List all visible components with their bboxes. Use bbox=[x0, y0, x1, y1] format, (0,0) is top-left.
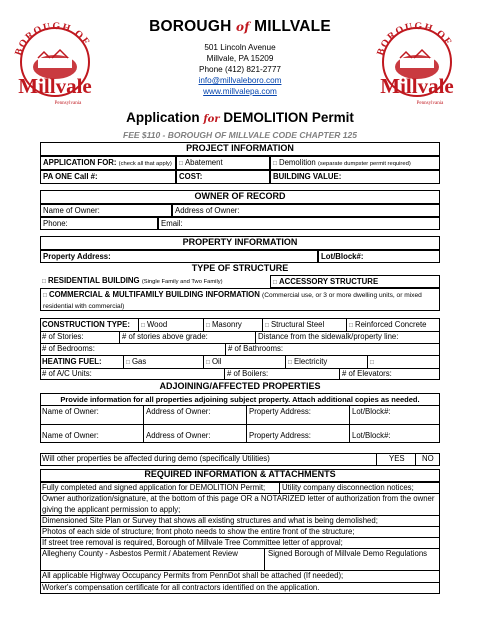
city-line: Millvale, PA 15209 bbox=[206, 54, 274, 63]
phone-line: Phone (412) 821-2777 bbox=[199, 65, 281, 74]
checkbox-icon[interactable]: □ bbox=[288, 359, 292, 366]
checkbox-icon[interactable]: □ bbox=[126, 359, 130, 366]
cost-field[interactable]: COST: bbox=[176, 170, 270, 184]
checkbox-icon[interactable]: □ bbox=[43, 292, 47, 299]
svg-text:Millvale: Millvale bbox=[380, 74, 454, 98]
wood-option[interactable]: □ Wood bbox=[141, 320, 168, 329]
heating-fuel-label: HEATING FUEL: bbox=[42, 357, 102, 366]
required-highway-permits: All applicable Highway Occupancy Permits from PennDot shall be attached (If needed); bbox=[42, 571, 344, 580]
elevators-field[interactable]: # of Elevators: bbox=[342, 369, 392, 378]
borough-title: BOROUGH of MILLVALE bbox=[149, 18, 331, 35]
utilities-question: Will other properties be affected during demo (specifically Utilities) bbox=[42, 454, 270, 463]
ac-units-field[interactable]: # of A/C Units: bbox=[42, 369, 92, 378]
svg-text:Millvale: Millvale bbox=[18, 74, 92, 98]
oil-option[interactable]: □ Oil bbox=[206, 357, 222, 366]
property-title: PROPERTY INFORMATION bbox=[182, 237, 298, 247]
checkbox-icon[interactable]: □ bbox=[206, 322, 210, 329]
distance-field[interactable]: Distance from the sidewalk/property line: bbox=[258, 332, 399, 341]
adjoining-property-address-2[interactable]: Property Address: bbox=[249, 431, 311, 440]
reinforced-concrete-option[interactable]: □ Reinforced Concrete bbox=[349, 320, 427, 329]
checkbox-icon[interactable]: □ bbox=[370, 359, 374, 366]
property-lot-field[interactable]: Lot/Block#: bbox=[318, 250, 440, 263]
application-title: Application for DEMOLITION Permit bbox=[126, 110, 354, 125]
required-tree-letter: If street tree removal is required, Borough of Millvale Tree Committee letter of approval; bbox=[42, 538, 343, 547]
required-signed-regulations: Signed Borough of Millvale Demo Regulations bbox=[268, 549, 428, 558]
svg-text:Pennsylvania: Pennsylvania bbox=[416, 101, 444, 106]
pa-one-call-field[interactable]: PA ONE Call #: bbox=[40, 170, 176, 184]
svg-text:Pennsylvania: Pennsylvania bbox=[54, 101, 82, 106]
owner-email-field[interactable]: Email: bbox=[158, 217, 440, 230]
adjoining-lot-2[interactable]: Lot/Block#: bbox=[352, 431, 391, 440]
adjoining-property-address-1[interactable]: Property Address: bbox=[249, 407, 311, 416]
structural-steel-option[interactable]: □ Structural Steel bbox=[265, 320, 325, 329]
abatement-option[interactable]: □ Abatement bbox=[176, 156, 270, 170]
commercial-option[interactable]: □ COMMERCIAL & MULTIFAMILY BUILDING INFORMATION (Commercial use, or 3 or more dwelling units, or mixed residential with commercial) bbox=[40, 288, 440, 311]
owner-title: OWNER OF RECORD bbox=[194, 191, 286, 201]
gas-option[interactable]: □ Gas bbox=[126, 357, 147, 366]
adjoining-owner-name-2[interactable]: Name of Owner: bbox=[42, 431, 99, 440]
utilities-yes-option[interactable]: YES bbox=[389, 454, 405, 463]
checkbox-icon[interactable]: □ bbox=[265, 322, 269, 329]
bathrooms-field[interactable]: # of Bathrooms: bbox=[228, 344, 284, 353]
electricity-option[interactable]: □ Electricity bbox=[288, 357, 328, 366]
adjoining-title: ADJOINING/AFFECTED PROPERTIES bbox=[159, 381, 321, 391]
utilities-no-option[interactable]: NO bbox=[422, 454, 434, 463]
property-address-field[interactable]: Property Address: bbox=[40, 250, 318, 263]
adjoining-instruction: Provide information for all properties adjoining subject property. Attach additional copies as needed. bbox=[60, 395, 420, 404]
checkbox-icon[interactable]: □ bbox=[349, 322, 353, 329]
masonry-option[interactable]: □ Masonry bbox=[206, 320, 242, 329]
building-value-field[interactable]: BUILDING VALUE: bbox=[270, 170, 440, 184]
checkbox-icon[interactable]: □ bbox=[206, 359, 210, 366]
adjoining-owner-address-1[interactable]: Address of Owner: bbox=[146, 407, 211, 416]
required-authorization: Owner authorization/signature, at the bottom of this page OR a NOTARIZED letter of authorization from the owner giving the applicant permission to apply; bbox=[42, 494, 435, 514]
owner-name-field[interactable]: Name of Owner: bbox=[40, 204, 172, 217]
stories-field[interactable]: # of Stories: bbox=[42, 332, 84, 341]
adjoining-owner-address-2[interactable]: Address of Owner: bbox=[146, 431, 211, 440]
borough-seal-right bbox=[370, 12, 464, 110]
checkbox-icon[interactable]: □ bbox=[179, 160, 183, 167]
required-site-plan: Dimensioned Site Plan or Survey that shows all existing structures and what is being demolished; bbox=[42, 516, 378, 525]
checkbox-icon[interactable]: □ bbox=[273, 279, 277, 286]
required-allegheny-asbestos: Allegheny County - Asbestos Permit / Abatement Review bbox=[42, 549, 238, 558]
adjoining-lot-1[interactable]: Lot/Block#: bbox=[352, 407, 391, 416]
demolition-option[interactable]: □ Demolition (separate dumpster permit required) bbox=[270, 156, 440, 170]
required-workers-comp: Worker's compensation certificate for all contractors identified on the application. bbox=[42, 583, 320, 592]
checkbox-icon[interactable]: □ bbox=[42, 278, 46, 285]
required-completed-app: Fully completed and signed application for DEMOLITION Permit; bbox=[42, 483, 266, 492]
accessory-option[interactable]: □ ACCESSORY STRUCTURE bbox=[270, 275, 440, 288]
website-link[interactable]: www.millvalepa.com bbox=[203, 87, 277, 96]
stories-above-grade-field[interactable]: # of stories above grade: bbox=[122, 332, 208, 341]
checkbox-icon[interactable]: □ bbox=[141, 322, 145, 329]
other-fuel-option[interactable] bbox=[370, 357, 376, 368]
project-info-title: PROJECT INFORMATION bbox=[186, 143, 294, 153]
required-photos: Photos of each side of structure; front photo needs to show the entire front of the structure; bbox=[42, 527, 355, 536]
boilers-field[interactable]: # of Boilers: bbox=[227, 369, 269, 378]
fee-line: FEE $110 - BOROUGH OF MILLVALE CODE CHAPTER 125 bbox=[123, 130, 357, 140]
owner-phone-field[interactable]: Phone: bbox=[40, 217, 158, 230]
address-line: 501 Lincoln Avenue bbox=[204, 43, 276, 52]
email-link[interactable]: info@millvaleboro.com bbox=[198, 76, 282, 85]
svg-text:BOROUGH OF: BOROUGH OF bbox=[13, 20, 93, 58]
svg-text:BOROUGH OF: BOROUGH OF bbox=[375, 20, 455, 58]
checkbox-icon[interactable]: □ bbox=[273, 160, 277, 167]
owner-address-field[interactable]: Address of Owner: bbox=[172, 204, 440, 217]
required-title: REQUIRED INFORMATION & ATTACHMENTS bbox=[144, 469, 336, 479]
residential-option[interactable]: □ RESIDENTIAL BUILDING (Single Family and Two Family) bbox=[40, 275, 270, 288]
required-utility-notices: Utility company disconnection notices; bbox=[282, 483, 414, 492]
structure-title: TYPE OF STRUCTURE bbox=[191, 263, 289, 273]
construction-type-label: CONSTRUCTION TYPE: bbox=[42, 320, 130, 329]
bedrooms-field[interactable]: # of Bedrooms: bbox=[42, 344, 95, 353]
borough-seal-left bbox=[8, 12, 102, 110]
application-for-label: APPLICATION FOR: (check all that apply) bbox=[40, 156, 176, 170]
adjoining-owner-name-1[interactable]: Name of Owner: bbox=[42, 407, 99, 416]
